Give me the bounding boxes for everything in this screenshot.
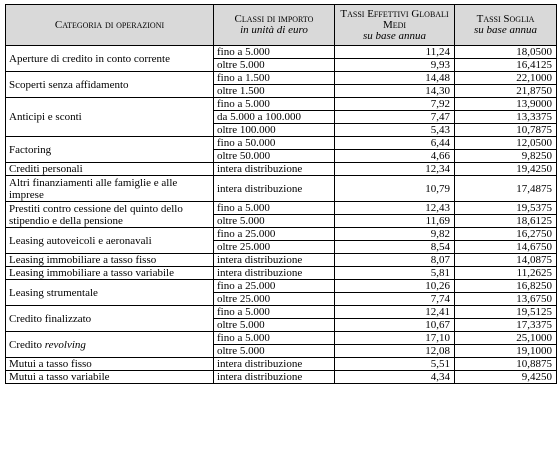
soglia-cell: 16,8250: [455, 280, 557, 293]
tegm-cell: 10,26: [335, 280, 455, 293]
category-cell: Scoperti senza affidamento: [6, 72, 214, 98]
tegm-cell: 8,54: [335, 241, 455, 254]
soglia-cell: 12,0500: [455, 137, 557, 150]
soglia-cell: 21,8750: [455, 85, 557, 98]
tegm-cell: 17,10: [335, 332, 455, 345]
tegm-cell: 4,66: [335, 150, 455, 163]
tegm-cell: 14,48: [335, 72, 455, 85]
table-row: [6, 267, 557, 280]
soglia-cell: 19,5375: [455, 202, 557, 215]
category-cell: Prestiti contro cessione del quinto dello stipendio e della pensione: [6, 202, 214, 228]
category-cell: Leasing autoveicoli e aeronavali: [6, 228, 214, 254]
soglia-cell: 17,3375: [455, 319, 557, 332]
category-cell: Leasing immobiliare a tasso variabile: [6, 267, 214, 280]
category-cell: [6, 332, 214, 358]
class-cell: fino a 5.000: [214, 98, 335, 111]
header-tegm: Tassi Effettivi Globali Medi su base annua: [335, 5, 455, 46]
table-row: [6, 163, 557, 176]
tegm-cell: 7,74: [335, 293, 455, 306]
class-cell: oltre 5.000: [214, 319, 335, 332]
soglia-cell: 17,4875: [455, 176, 557, 202]
soglia-cell: 18,6125: [455, 215, 557, 228]
tegm-cell: 9,82: [335, 228, 455, 241]
category-cell: Factoring: [6, 137, 214, 163]
tegm-cell: 5,43: [335, 124, 455, 137]
class-cell: oltre 5.000: [214, 345, 335, 358]
soglia-cell: 13,3375: [455, 111, 557, 124]
class-cell: intera distribuzione: [214, 358, 335, 371]
soglia-cell: 19,5125: [455, 306, 557, 319]
table-row: [6, 228, 557, 241]
tegm-cell: 5,51: [335, 358, 455, 371]
tegm-cell: 12,08: [335, 345, 455, 358]
table-row: [6, 46, 557, 59]
category-cell: Anticipi e sconti: [6, 98, 214, 137]
class-cell: intera distribuzione: [214, 371, 335, 384]
class-cell: da 5.000 a 100.000: [214, 111, 335, 124]
category-prefix: Credito: [9, 338, 45, 351]
tegm-cell: 4,34: [335, 371, 455, 384]
class-cell: oltre 100.000: [214, 124, 335, 137]
header-soglia: Tassi Soglia su base annua: [455, 5, 557, 46]
class-cell: oltre 25.000: [214, 293, 335, 306]
category-cell: Mutui a tasso variabile: [6, 371, 214, 384]
table-row: [6, 280, 557, 293]
category-cell: Credito finalizzato: [6, 306, 214, 332]
class-cell: fino a 5.000: [214, 332, 335, 345]
soglia-cell: 16,2750: [455, 228, 557, 241]
tegm-cell: 12,41: [335, 306, 455, 319]
table-row: [6, 254, 557, 267]
tegm-cell: 10,67: [335, 319, 455, 332]
header-classes: Classi di importo in unità di euro: [214, 5, 335, 46]
class-cell: oltre 50.000: [214, 150, 335, 163]
table-row: [6, 72, 557, 85]
soglia-cell: 19,1000: [455, 345, 557, 358]
class-cell: intera distribuzione: [214, 176, 335, 202]
category-cell: Aperture di credito in conto corrente: [6, 46, 214, 72]
tegm-cell: 5,81: [335, 267, 455, 280]
class-cell: fino a 5.000: [214, 306, 335, 319]
rates-table-wrapper: [5, 4, 557, 384]
soglia-cell: 14,0875: [455, 254, 557, 267]
class-cell: fino a 25.000: [214, 280, 335, 293]
soglia-cell: 9,4250: [455, 371, 557, 384]
usury-rates-table: [5, 4, 557, 384]
soglia-cell: 16,4125: [455, 59, 557, 72]
soglia-cell: 22,1000: [455, 72, 557, 85]
table-row: [6, 98, 557, 111]
soglia-cell: 10,8875: [455, 358, 557, 371]
tegm-cell: 11,69: [335, 215, 455, 228]
category-cell: Leasing immobiliare a tasso fisso: [6, 254, 214, 267]
table-row: [6, 332, 557, 345]
tegm-cell: 12,34: [335, 163, 455, 176]
tegm-cell: 14,30: [335, 85, 455, 98]
class-cell: fino a 50.000: [214, 137, 335, 150]
category-cell: Altri finanziamenti alle famiglie e alle imprese: [6, 176, 214, 202]
soglia-cell: 25,1000: [455, 332, 557, 345]
soglia-cell: 11,2625: [455, 267, 557, 280]
header-category: Categoria di operazioni: [6, 5, 214, 46]
category-cell: Mutui a tasso fisso: [6, 358, 214, 371]
category-cell: Leasing strumentale: [6, 280, 214, 306]
tegm-cell: 10,79: [335, 176, 455, 202]
class-cell: intera distribuzione: [214, 163, 335, 176]
class-cell: fino a 25.000: [214, 228, 335, 241]
soglia-cell: 13,9000: [455, 98, 557, 111]
tegm-cell: 12,43: [335, 202, 455, 215]
class-cell: fino a 5.000: [214, 46, 335, 59]
soglia-cell: 9,8250: [455, 150, 557, 163]
soglia-cell: 10,7875: [455, 124, 557, 137]
tegm-cell: 7,92: [335, 98, 455, 111]
class-cell: oltre 5.000: [214, 59, 335, 72]
table-row: [6, 306, 557, 319]
tegm-cell: 11,24: [335, 46, 455, 59]
soglia-cell: 14,6750: [455, 241, 557, 254]
class-cell: intera distribuzione: [214, 254, 335, 267]
category-italic: revolving: [44, 338, 86, 351]
table-header-row: [6, 5, 557, 46]
tegm-cell: 9,93: [335, 59, 455, 72]
table-row: [6, 176, 557, 202]
class-cell: oltre 5.000: [214, 215, 335, 228]
table-row: [6, 137, 557, 150]
tegm-cell: 8,07: [335, 254, 455, 267]
class-cell: oltre 1.500: [214, 85, 335, 98]
class-cell: oltre 25.000: [214, 241, 335, 254]
table-row: [6, 202, 557, 215]
table-row: [6, 371, 557, 384]
category-cell: Crediti personali: [6, 163, 214, 176]
soglia-cell: 13,6750: [455, 293, 557, 306]
tegm-cell: 7,47: [335, 111, 455, 124]
class-cell: fino a 5.000: [214, 202, 335, 215]
tegm-cell: 6,44: [335, 137, 455, 150]
soglia-cell: 19,4250: [455, 163, 557, 176]
soglia-cell: 18,0500: [455, 46, 557, 59]
class-cell: intera distribuzione: [214, 267, 335, 280]
table-row: [6, 358, 557, 371]
class-cell: fino a 1.500: [214, 72, 335, 85]
